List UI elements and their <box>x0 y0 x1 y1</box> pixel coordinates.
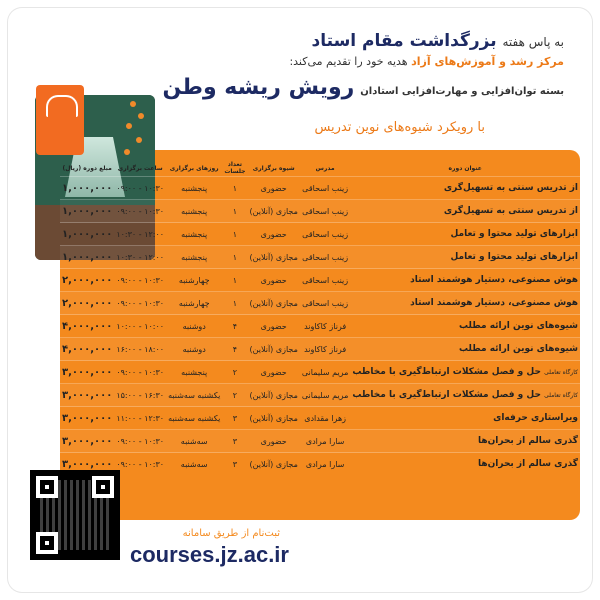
course-teacher: زینب اسحاقی <box>300 269 351 292</box>
course-title-text: از تدریس سنتی به تسهیل‌گری <box>443 206 578 216</box>
course-sessions: ۱ <box>222 200 247 223</box>
course-price: ۳,۰۰۰,۰۰۰ <box>60 453 114 476</box>
header <box>24 30 564 103</box>
course-sessions: ۴ <box>222 315 247 338</box>
header-line1-small: به پاس هفته <box>502 35 564 49</box>
course-sessions: ۲ <box>222 361 247 384</box>
course-time: ۱۰:۳۰ - ۰۹:۰۰ <box>114 430 166 453</box>
course-mode: مجازی (آنلاین) <box>248 200 300 223</box>
course-teacher: سارا مرادی <box>300 430 351 453</box>
course-days: چهارشنبه <box>166 292 222 315</box>
course-title <box>350 338 580 361</box>
course-price: ۴,۰۰۰,۰۰۰ <box>60 338 114 361</box>
course-mode: مجازی (آنلاین) <box>248 338 300 361</box>
course-title <box>350 361 580 384</box>
floral-ornament-icon <box>110 95 154 165</box>
header-title: عنوان دوره <box>448 164 482 172</box>
course-days: یکشنبه سه‌شنبه <box>166 384 222 407</box>
course-price: ۴,۰۰۰,۰۰۰ <box>60 315 114 338</box>
course-title <box>350 177 580 200</box>
header-days: روزهای برگزاری <box>169 164 219 172</box>
course-mode: مجازی (آنلاین) <box>248 407 300 430</box>
header-time: ساعت برگزاری <box>117 164 163 172</box>
course-time: ۱۰:۳۰ - ۰۹:۰۰ <box>114 177 166 200</box>
course-table <box>60 160 580 475</box>
header-price: مبلغ دوره (ریال) <box>62 164 112 172</box>
course-title <box>350 223 580 246</box>
course-price: ۲,۰۰۰,۰۰۰ <box>60 269 114 292</box>
course-teacher: زینب اسحاقی <box>300 223 351 246</box>
course-teacher: مریم سلیمانی <box>300 384 351 407</box>
course-sessions: ۲ <box>222 384 247 407</box>
course-price: ۳,۰۰۰,۰۰۰ <box>60 361 114 384</box>
course-days: پنجشنبه <box>166 177 222 200</box>
course-time: ۱۰:۳۰ - ۰۹:۰۰ <box>114 200 166 223</box>
course-title-text: حل و فصل مشکلات ارتباط‌گیری با مخاطب <box>352 367 541 377</box>
table-row <box>60 407 580 430</box>
course-sessions: ۳ <box>222 453 247 476</box>
course-teacher: زهرا مقدادی <box>300 407 351 430</box>
header-line3-big: رویش ریشه وطن <box>162 75 355 100</box>
course-price: ۱,۰۰۰,۰۰۰ <box>60 177 114 200</box>
header-mode: شیوه برگزاری <box>252 164 295 172</box>
course-teacher: زینب اسحاقی <box>300 246 351 269</box>
table-row <box>60 269 580 292</box>
register-text: ثبت‌نام از طریق سامانه <box>182 528 280 539</box>
course-days: پنجشنبه <box>166 361 222 384</box>
course-time: ۱۲:۰۰ - ۱۰:۳۰ <box>114 246 166 269</box>
course-price: ۱,۰۰۰,۰۰۰ <box>60 246 114 269</box>
course-teacher: زینب اسحاقی <box>300 292 351 315</box>
table-row <box>60 453 580 476</box>
table-header-row <box>60 160 580 177</box>
course-title <box>350 200 580 223</box>
table-row <box>60 292 580 315</box>
course-title-text: شیوه‌های نوین ارائه مطلب <box>459 344 578 354</box>
course-mode: حضوری <box>248 430 300 453</box>
course-mode: حضوری <box>248 315 300 338</box>
course-table-wrap <box>61 160 580 520</box>
course-title <box>350 384 580 407</box>
header-teacher: مدرس <box>315 164 335 172</box>
course-title <box>350 407 580 430</box>
course-days: سه‌شنبه <box>166 430 222 453</box>
course-title <box>350 292 580 315</box>
course-price: ۱,۰۰۰,۰۰۰ <box>60 223 114 246</box>
course-mode: مجازی (آنلاین) <box>248 453 300 476</box>
course-teacher: سارا مرادی <box>300 453 351 476</box>
course-mode: حضوری <box>248 177 300 200</box>
course-teacher: فرناز کاکاوند <box>300 315 351 338</box>
course-time: ۱۲:۳۰ - ۱۱:۰۰ <box>114 407 166 430</box>
course-mode: مجازی (آنلاین) <box>248 246 300 269</box>
course-title <box>350 269 580 292</box>
course-title-text: گذری سالم از بحران‌ها <box>477 436 578 446</box>
course-mode: مجازی (آنلاین) <box>248 384 300 407</box>
course-mode: حضوری <box>248 269 300 292</box>
course-price: ۳,۰۰۰,۰۰۰ <box>60 407 114 430</box>
table-row <box>60 246 580 269</box>
course-price: ۳,۰۰۰,۰۰۰ <box>60 430 114 453</box>
course-days: یکشنبه سه‌شنبه <box>166 407 222 430</box>
table-row <box>60 384 580 407</box>
course-title-prefix: کارگاه تعاملی <box>544 369 578 376</box>
table-row <box>60 430 580 453</box>
course-title <box>350 246 580 269</box>
course-price: ۱,۰۰۰,۰۰۰ <box>60 200 114 223</box>
course-sessions: ۴ <box>222 338 247 361</box>
course-title-text: ابزارهای تولید محتوا و تعامل <box>450 252 578 262</box>
course-title-text: ابزارهای تولید محتوا و تعامل <box>450 229 578 239</box>
course-days: دوشنبه <box>166 315 222 338</box>
table-body <box>60 177 580 476</box>
course-sessions: ۱ <box>222 177 247 200</box>
course-title-text: ویراستاری حرفه‌ای <box>493 413 578 423</box>
course-title-text: هوش مصنوعی، دستیار هوشمند استاد <box>410 275 578 285</box>
course-time: ۱۸:۰۰ - ۱۶:۰۰ <box>114 338 166 361</box>
course-title-text: هوش مصنوعی، دستیار هوشمند استاد <box>410 298 578 308</box>
table-row <box>60 177 580 200</box>
course-time: ۱۰:۳۰ - ۰۹:۰۰ <box>114 269 166 292</box>
header-line2 <box>24 53 564 71</box>
course-days: پنجشنبه <box>166 200 222 223</box>
course-time: ۱۰:۳۰ - ۰۹:۰۰ <box>114 361 166 384</box>
university-logo-icon <box>36 85 84 155</box>
course-days: پنجشنبه <box>166 246 222 269</box>
course-title <box>350 315 580 338</box>
course-sessions: ۳ <box>222 430 247 453</box>
course-teacher: فرناز کاکاوند <box>300 338 351 361</box>
course-title <box>350 430 580 453</box>
course-mode: حضوری <box>248 361 300 384</box>
qr-code-icon[interactable] <box>30 470 120 560</box>
course-sessions: ۳ <box>222 407 247 430</box>
course-time: ۱۰:۰۰ - ۱۰:۰۰ <box>114 315 166 338</box>
tagline: با رویکرد شیوه‌های نوین تدریس <box>314 120 485 135</box>
table-row <box>60 361 580 384</box>
course-days: دوشنبه <box>166 338 222 361</box>
course-mode: مجازی (آنلاین) <box>248 292 300 315</box>
course-time: ۱۰:۳۰ - ۰۹:۰۰ <box>114 292 166 315</box>
course-title-text: شیوه‌های نوین ارائه مطلب <box>459 321 578 331</box>
registration-link[interactable]: courses.jz.ac.ir <box>130 542 289 567</box>
course-mode: حضوری <box>248 223 300 246</box>
course-time: ۱۰:۳۰ - ۰۹:۰۰ <box>114 453 166 476</box>
course-title-text: حل و فصل مشکلات ارتباط‌گیری با مخاطب <box>352 390 541 400</box>
course-price: ۳,۰۰۰,۰۰۰ <box>60 384 114 407</box>
table-row <box>60 338 580 361</box>
header-line1 <box>24 30 564 53</box>
course-sessions: ۱ <box>222 223 247 246</box>
table-row <box>60 200 580 223</box>
course-price: ۲,۰۰۰,۰۰۰ <box>60 292 114 315</box>
table-row <box>60 223 580 246</box>
course-title <box>350 453 580 476</box>
course-sessions: ۱ <box>222 269 247 292</box>
course-days: چهارشنبه <box>166 269 222 292</box>
course-teacher: زینب اسحاقی <box>300 177 351 200</box>
header-sessions: تعداد جلسات <box>224 161 246 175</box>
course-time: ۱۲:۰۰ - ۱۰:۳۰ <box>114 223 166 246</box>
course-teacher: مریم سلیمانی <box>300 361 351 384</box>
header-line1-big: بزرگداشت مقام استاد <box>311 31 497 51</box>
course-title-text: از تدریس سنتی به تسهیل‌گری <box>443 183 578 193</box>
course-title-prefix: کارگاه تعاملی <box>544 392 578 399</box>
course-sessions: ۱ <box>222 246 247 269</box>
course-days: سه‌شنبه <box>166 453 222 476</box>
course-days: پنجشنبه <box>166 223 222 246</box>
header-line2-rest: هدیه خود را تقدیم می‌کند: <box>289 55 408 68</box>
header-line2-bold: مرکز رشد و آموزش‌های آزاد <box>411 55 564 68</box>
header-line3-small: بسته توان‌افزایی و مهارت‌افزایی استادان <box>360 86 564 97</box>
course-time: ۱۶:۳۰ - ۱۵:۰۰ <box>114 384 166 407</box>
course-teacher: زینب اسحاقی <box>300 200 351 223</box>
course-title-text: گذری سالم از بحران‌ها <box>477 459 578 469</box>
course-sessions: ۱ <box>222 292 247 315</box>
table-row <box>60 315 580 338</box>
